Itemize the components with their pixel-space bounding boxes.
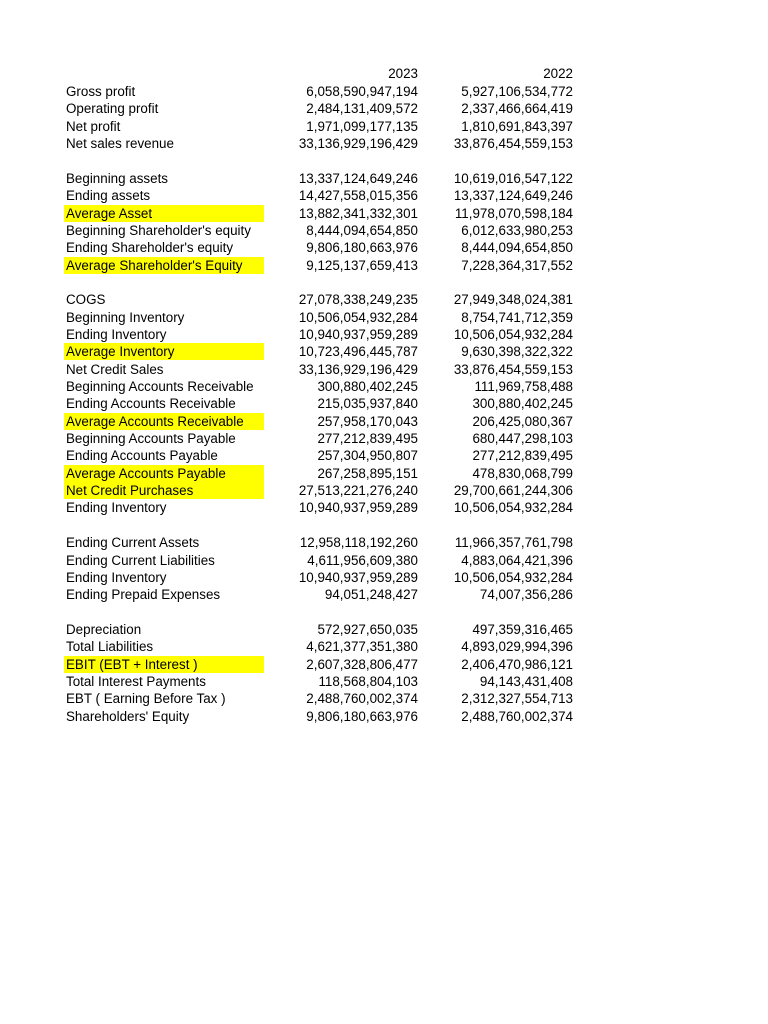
row-label: Average Accounts Receivable (64, 413, 264, 430)
value-2022: 7,228,364,317,552 (461, 257, 573, 273)
value-2023: 10,940,937,959,289 (298, 569, 418, 585)
table-row (0, 83, 768, 100)
table-row (0, 378, 768, 395)
value-2022: 277,212,839,495 (472, 448, 573, 464)
value-2022: 2,337,466,664,419 (461, 101, 573, 117)
row-label: Beginning Inventory (66, 309, 185, 325)
row-label: Net sales revenue (66, 136, 174, 152)
table-row (0, 569, 768, 586)
value-2022: 33,876,454,559,153 (453, 136, 573, 152)
row-label: Beginning Accounts Receivable (66, 379, 254, 394)
row-label: EBIT (EBT + Interest ) (64, 656, 264, 673)
value-2023: 267,258,895,151 (317, 465, 418, 481)
value-2022: 8,754,741,712,359 (461, 309, 573, 325)
value-2023: 2,484,131,409,572 (306, 101, 418, 117)
table-row (0, 621, 768, 638)
value-2022: 300,880,402,245 (472, 396, 573, 412)
value-2023: 2,607,328,806,477 (306, 656, 418, 672)
row-label: Ending Accounts Payable (66, 448, 218, 464)
value-2023: 10,506,054,932,284 (298, 309, 418, 325)
value-2023: 277,212,839,495 (317, 431, 418, 446)
value-2023: 14,427,558,015,356 (298, 188, 418, 204)
table-row (0, 361, 768, 378)
value-2022: 1,810,691,843,397 (461, 118, 573, 134)
table-row (0, 447, 768, 464)
row-label: Net Credit Purchases (64, 482, 264, 499)
row-label: Average Inventory (64, 343, 264, 360)
row-label: Average Asset (64, 205, 264, 222)
value-2022: 27,949,348,024,381 (453, 292, 573, 308)
table-row (0, 673, 768, 690)
value-2023: 300,880,402,245 (317, 379, 418, 394)
row-label: Ending Accounts Receivable (66, 396, 236, 412)
value-2023: 27,513,221,276,240 (298, 483, 418, 499)
column-header-2023: 2023 (388, 66, 418, 81)
table-row (0, 309, 768, 326)
table-row (0, 205, 768, 222)
value-2022: 13,337,124,649,246 (453, 188, 573, 204)
value-2023: 33,136,929,196,429 (298, 361, 418, 377)
row-label: Ending assets (66, 188, 151, 204)
value-2023: 4,621,377,351,380 (306, 639, 418, 655)
row-label: Net profit (66, 118, 121, 134)
value-2023: 572,927,650,035 (317, 621, 418, 637)
value-2022: 2,406,470,986,121 (461, 656, 573, 672)
value-2022: 9,630,398,322,322 (461, 344, 573, 360)
table-row (0, 656, 768, 673)
row-label: Ending Prepaid Expenses (66, 587, 221, 603)
table-row (0, 690, 768, 707)
row-label: Ending Inventory (66, 326, 167, 342)
value-2023: 94,051,248,427 (324, 587, 418, 603)
table-row (0, 465, 768, 482)
value-2023: 9,806,180,663,976 (306, 240, 418, 256)
row-label: Net Credit Sales (66, 361, 164, 377)
value-2023: 4,611,956,609,380 (307, 552, 418, 568)
table-row (0, 222, 768, 239)
row-label: Beginning Accounts Payable (66, 431, 236, 446)
row-label: Beginning Shareholder's equity (66, 222, 251, 238)
value-2022: 10,506,054,932,284 (453, 326, 573, 342)
value-2022: 478,830,068,799 (472, 465, 573, 481)
value-2022: 94,143,431,408 (479, 673, 573, 689)
value-2022: 4,893,029,994,396 (461, 639, 573, 655)
row-label: Average Accounts Payable (64, 465, 264, 482)
row-label: Ending Current Liabilities (66, 552, 215, 568)
value-2022: 10,506,054,932,284 (453, 500, 573, 516)
table-row (0, 638, 768, 655)
value-2022: 206,425,080,367 (472, 413, 573, 429)
table-row (0, 482, 768, 499)
table-row (0, 257, 768, 274)
value-2022: 680,447,298,103 (472, 431, 573, 446)
value-2023: 10,723,496,445,787 (298, 344, 418, 360)
table-row (0, 708, 768, 725)
table-row (0, 187, 768, 204)
value-2023: 257,304,950,807 (317, 448, 418, 464)
value-2023: 9,125,137,659,413 (306, 257, 418, 273)
value-2023: 13,337,124,649,246 (298, 170, 418, 186)
table-row (0, 552, 768, 569)
table-row (0, 430, 768, 447)
row-label: Total Interest Payments (66, 673, 206, 689)
value-2023: 257,958,170,043 (317, 413, 418, 429)
value-2023: 9,806,180,663,976 (306, 708, 418, 724)
row-label: Ending Current Assets (66, 535, 200, 551)
row-label: Beginning assets (66, 170, 168, 186)
value-2022: 497,359,316,465 (472, 621, 573, 637)
value-2022: 10,619,016,547,122 (453, 170, 573, 186)
value-2022: 74,007,356,286 (479, 587, 573, 603)
value-2022: 2,488,760,002,374 (461, 708, 573, 724)
row-label: Gross profit (66, 84, 136, 99)
table-row (0, 100, 768, 117)
value-2023: 1,971,099,177,135 (306, 118, 418, 134)
table-row (0, 291, 768, 308)
value-2023: 10,940,937,959,289 (298, 326, 418, 342)
value-2022: 33,876,454,559,153 (453, 361, 573, 377)
value-2023: 215,035,937,840 (317, 396, 418, 412)
table-row (0, 343, 768, 360)
table-row (0, 395, 768, 412)
table-row (0, 499, 768, 516)
value-2022: 11,978,070,598,184 (454, 205, 573, 221)
value-2023: 118,568,804,103 (318, 673, 418, 689)
value-2023: 8,444,094,654,850 (306, 222, 418, 238)
column-header-2022: 2022 (543, 66, 573, 81)
value-2022: 2,312,327,554,713 (461, 691, 573, 707)
row-label: Total Liabilities (66, 639, 154, 655)
row-label: Shareholders' Equity (66, 708, 190, 724)
row-label: EBT ( Earning Before Tax ) (66, 691, 226, 707)
value-2023: 2,488,760,002,374 (306, 691, 418, 707)
value-2023: 13,882,341,332,301 (298, 205, 418, 221)
value-2022: 4,883,064,421,396 (461, 552, 573, 568)
table-row (0, 586, 768, 603)
row-label: Depreciation (66, 621, 142, 637)
row-label: Ending Inventory (66, 500, 167, 516)
table-row (0, 135, 768, 152)
value-2022: 11,966,357,761,798 (454, 535, 573, 551)
row-label: COGS (66, 292, 106, 308)
value-2022: 5,927,106,534,772 (461, 84, 573, 99)
table-row (0, 239, 768, 256)
value-2022: 29,700,661,244,306 (453, 483, 573, 499)
row-label: Average Shareholder's Equity (64, 257, 264, 274)
value-2023: 27,078,338,249,235 (298, 292, 418, 308)
table-row (0, 413, 768, 430)
table-row (0, 534, 768, 551)
value-2022: 111,969,758,488 (474, 379, 573, 394)
table-row (0, 170, 768, 187)
row-label: Ending Shareholder's equity (66, 240, 234, 256)
table-row (0, 118, 768, 135)
value-2023: 12,958,118,192,260 (299, 535, 418, 551)
value-2022: 6,012,633,980,253 (461, 222, 573, 238)
value-2022: 10,506,054,932,284 (453, 569, 573, 585)
row-label: Operating profit (66, 101, 159, 117)
value-2022: 8,444,094,654,850 (461, 240, 573, 256)
value-2023: 10,940,937,959,289 (298, 500, 418, 516)
table-row (0, 326, 768, 343)
row-label: Ending Inventory (66, 569, 167, 585)
value-2023: 6,058,590,947,194 (306, 84, 418, 99)
value-2023: 33,136,929,196,429 (298, 136, 418, 152)
